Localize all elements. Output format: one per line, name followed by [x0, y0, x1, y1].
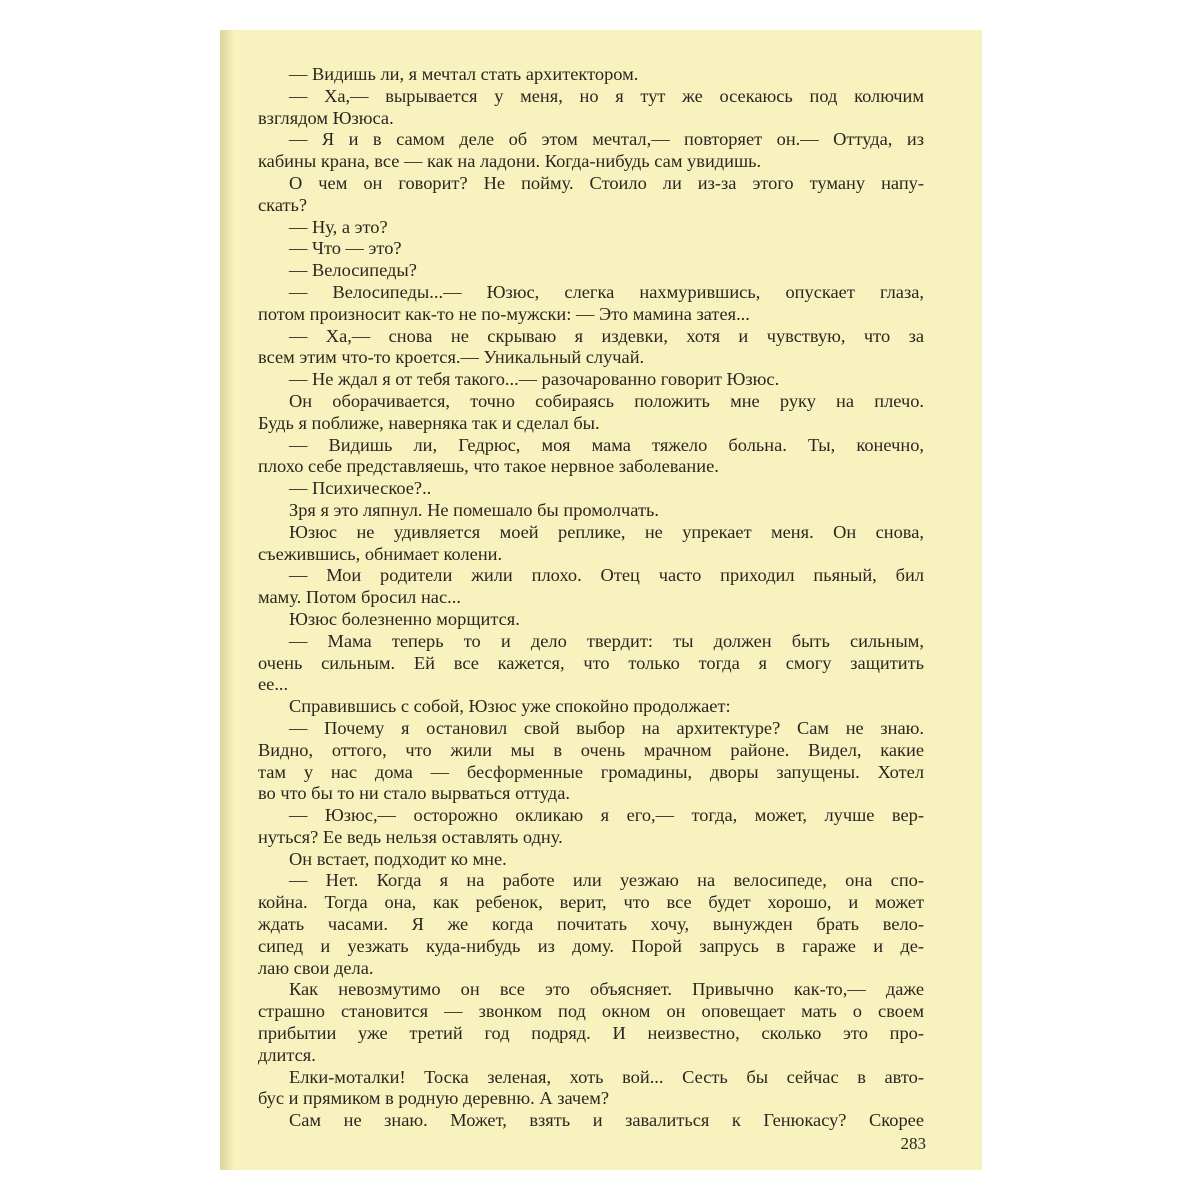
- text-line: Елки-моталки! Тоска зеленая, хоть вой... Сесть бы сейчас в авто-: [289, 1066, 924, 1087]
- text-line: — Ну, а это?: [289, 216, 388, 237]
- text-line: — Видишь ли, Гедрюс, моя мама тяжело больна. Ты, конечно,: [289, 434, 924, 455]
- text-line: прибытии уже третий год подряд. И неизвестно, сколько это про-: [258, 1023, 924, 1044]
- book-page: [220, 30, 982, 1170]
- text-line: потом произносит как-то не по-мужски: — Это мамина затея...: [258, 303, 750, 324]
- text-line: — Велосипеды?: [289, 260, 417, 281]
- text-line: — Велосипеды...— Юзюс, слегка нахмурившись, опускает глаза,: [289, 281, 924, 302]
- text-line: Видно, оттого, что жили мы в очень мрачном районе. Видел, какие: [258, 739, 924, 760]
- text-line: — Мои родители жили плохо. Отец часто приходил пьяный, бил: [289, 565, 924, 586]
- text-line: нуться? Ее ведь нельзя оставлять одну.: [258, 826, 563, 847]
- text-line: О чем он говорит? Не пойму. Стоило ли из-за этого туману напу-: [289, 172, 924, 193]
- text-line: — Мама теперь то и дело твердит: ты должен быть сильным,: [289, 630, 924, 651]
- text-line: Справившись с собой, Юзюс уже спокойно продолжает:: [289, 696, 731, 717]
- page-number: 283: [900, 1134, 926, 1153]
- text-line: ее...: [258, 674, 289, 695]
- text-line: — Я и в самом деле об этом мечтал,— повторяет он.— Оттуда, из: [289, 129, 924, 150]
- text-line: Он встает, подходит ко мне.: [289, 848, 507, 869]
- text-line: плохо себе представляешь, что такое нервное заболевание.: [258, 456, 719, 477]
- text-line: там у нас дома — бесформенные громадины, дворы запущены. Хотел: [258, 761, 924, 782]
- text-line: страшно становится — звонком под окном он оповещает мать о своем: [258, 1001, 924, 1022]
- text-line: — Ха,— снова не скрываю я издевки, хотя и чувствую, что за: [289, 325, 924, 346]
- text-line: — Психическое?..: [289, 478, 432, 499]
- text-line: Юзюс болезненно морщится.: [289, 608, 520, 629]
- page-body-text: [258, 64, 924, 1132]
- text-line: Он оборачивается, точно собираясь положить мне руку на плечо.: [289, 390, 924, 411]
- text-line: Юзюс не удивляется моей реплике, не упрекает меня. Он снова,: [289, 521, 924, 542]
- text-line: съежившись, обнимает колени.: [258, 543, 503, 564]
- text-line: Зря я это ляпнул. Не помешало бы промолчать.: [289, 499, 659, 520]
- text-line: Будь я поближе, наверняка так и сделал бы.: [258, 412, 600, 433]
- text-line: длится.: [258, 1044, 316, 1065]
- text-line: сипед и уезжать куда-нибудь из дому. Порой запрусь в гараже и де-: [258, 935, 924, 956]
- text-line: во что бы то ни стало вырваться оттуда.: [258, 783, 571, 804]
- text-line: койна. Тогда она, как ребенок, верит, что все будет хорошо, и может: [258, 892, 924, 913]
- text-line: кабины крана, все — как на ладони. Когда-нибудь сам увидишь.: [258, 151, 762, 172]
- text-line: всем этим что-то кроется.— Уникальный случай.: [258, 347, 645, 368]
- text-line: очень сильным. Ей все кажется, что только тогда я смогу защитить: [258, 652, 924, 673]
- text-line: — Юзюс,— осторожно окликаю я его,— тогда, может, лучше вер-: [289, 805, 924, 826]
- text-line: — Не ждал я от тебя такого...— разочарованно говорит Юзюс.: [289, 369, 780, 390]
- text-line: Сам не знаю. Может, взять и завалиться к Генюкасу? Скорее: [289, 1110, 924, 1131]
- text-line: — Ха,— вырывается у меня, но я тут же осекаюсь под колючим: [289, 85, 924, 106]
- text-line: взглядом Юзюса.: [258, 107, 394, 128]
- text-line: — Что — это?: [289, 238, 402, 259]
- text-line: — Почему я остановил свой выбор на архитектуре? Сам не знаю.: [289, 717, 924, 738]
- text-line: маму. Потом бросил нас...: [258, 587, 461, 608]
- text-line: — Нет. Когда я на работе или уезжаю на велосипеде, она спо-: [289, 870, 924, 891]
- text-line: ждать часами. Я же когда почитать хочу, вынужден брать вело-: [258, 914, 924, 935]
- text-line: скать?: [258, 194, 308, 215]
- text-line: — Видишь ли, я мечтал стать архитектором.: [289, 64, 639, 84]
- text-line: бус и прямиком в родную деревню. А зачем?: [258, 1088, 610, 1109]
- text-line: лаю свои дела.: [258, 957, 374, 978]
- text-line: Как невозмутимо он все это объясняет. Привычно как-то,— даже: [289, 979, 924, 1000]
